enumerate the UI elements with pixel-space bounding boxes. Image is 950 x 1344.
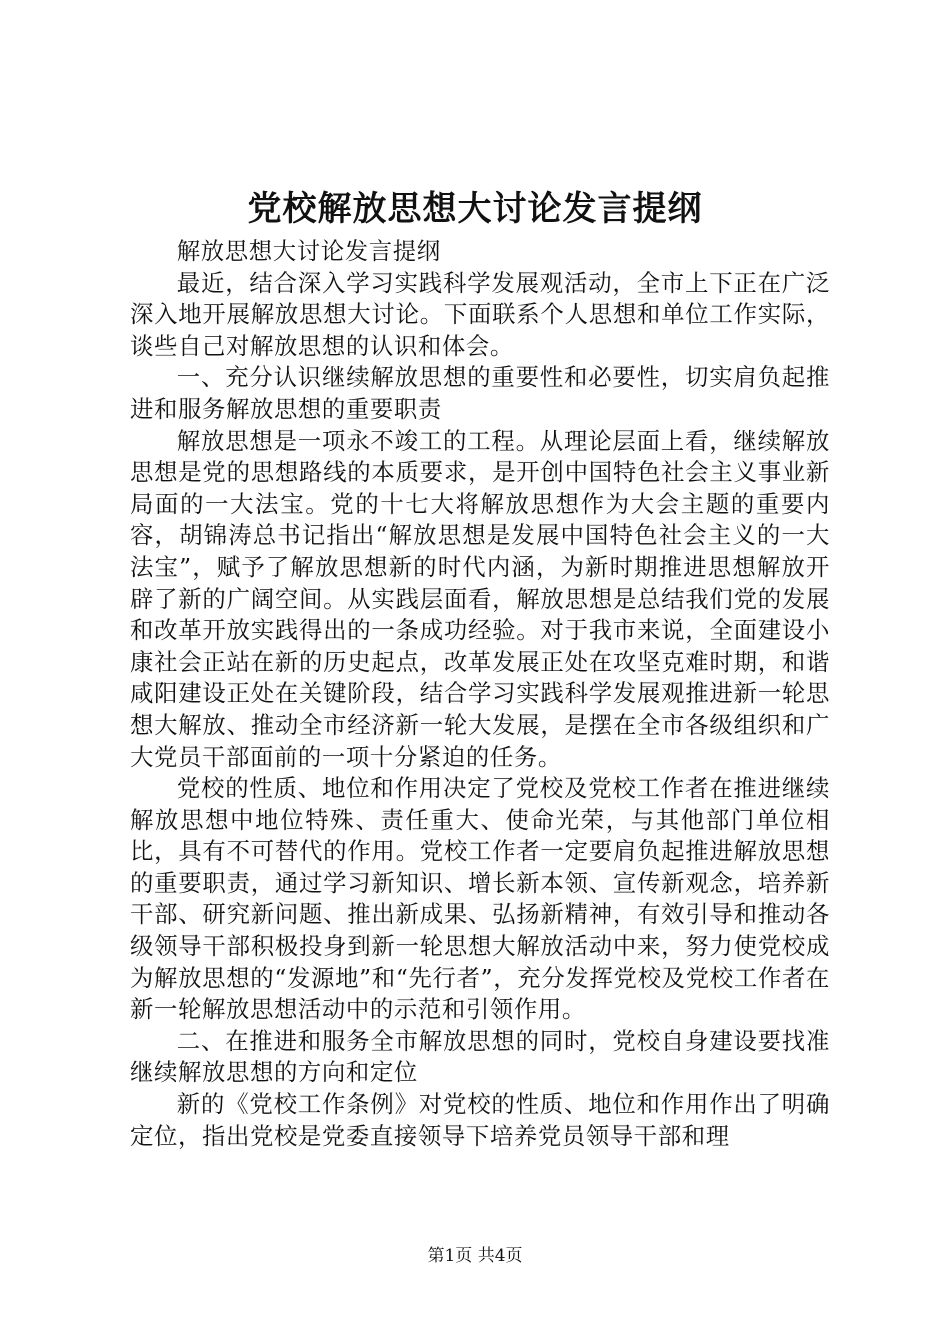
paragraph-body: 党校的性质、地位和作用决定了党校及党校工作者在推进继续解放思想中地位特殊、责任重大、使命光荣，与其他部门单位相比，具有不可替代的作用。党校工作者一定要肩负起推进解放思想的重要职责，通过学习新知识、增长新本领、宣传新观念，培养新干部、研究新问题、推出新成果、弘扬新精神，有效引导和推动各级领导干部积极投身到新一轮思想大解放活动中来，努力使党校成为解放思想的“发源地”和“先行者”，充分发挥党校及党校工作者在新一轮解放思想活动中的示范和引领作用。 [130, 774, 830, 1024]
section-heading-2: 二、在推进和服务全市解放思想的同时，党校自身建设要找准继续解放思想的方向和定位 [130, 1026, 830, 1087]
section-heading-1: 一、充分认识继续解放思想的重要性和必要性，切实肩负起推进和服务解放思想的重要职责 [130, 363, 830, 423]
document-title: 党校解放思想大讨论发言提纲 [247, 189, 703, 229]
paragraph-subtitle: 解放思想大讨论发言提纲 [176, 237, 441, 265]
paragraph-body: 解放思想是一项永不竣工的工程。从理论层面上看，继续解放思想是党的思想路线的本质要求，是开创中国特色社会主义事业新局面的一大法宝。党的十七大将解放思想作为大会主题的重要内容，胡锦涛总书记指出“解放思想是发展中国特色社会主义的一大法宝”，赋予了解放思想新的时代内涵，为新时期推进思想解放开辟了新的广阔空间。从实践层面看，解放思想是总结我们党的发展和改革开放实践得出的一条成功经验。对于我市来说，全面建设小康社会正站在新的历史起点，改革发展正处在攻坚克难时期，和谐咸阳建设正处在关键阶段，结合学习实践科学发展观推进新一轮思想大解放、推动全市经济新一轮大发展，是摆在全市各级组织和广大党员干部面前的一项十分紧迫的任务。 [130, 426, 830, 771]
paragraph-body: 新的《党校工作条例》对党校的性质、地位和作用作出了明确定位，指出党校是党委直接领导下培养党员领导干部和理 [130, 1090, 830, 1150]
page-footer: 第1页 共4页 [427, 1246, 523, 1266]
paragraph-intro: 最近，结合深入学习实践科学发展观活动，全市上下正在广泛深入地开展解放思想大讨论。下面联系个人思想和单位工作实际，谈些自己对解放思想的认识和体会。 [130, 268, 830, 360]
document-body [130, 236, 830, 1152]
